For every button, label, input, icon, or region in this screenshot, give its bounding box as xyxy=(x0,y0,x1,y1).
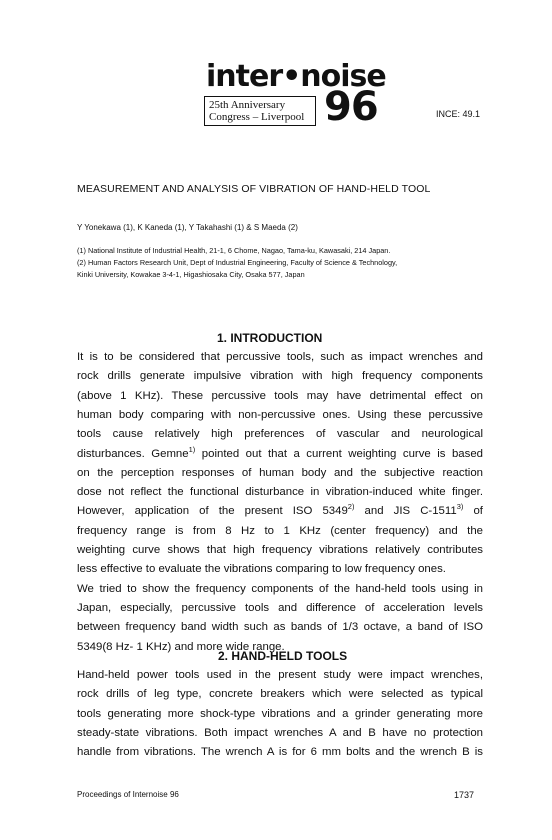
body-text-line: disturbances. Gemne$^{1)}$ pointed out that a current weighting curve is based xyxy=(77,444,483,460)
body-text-line: on the perception responses of human body and the subjective reaction xyxy=(77,466,483,479)
reference-superscript: 2) xyxy=(347,502,355,512)
body-text-line: rock drills of leg type, concrete breakers which were selected as typical xyxy=(77,688,483,701)
logo-box-line2: Congress – Liverpool xyxy=(209,111,305,123)
conference-logo xyxy=(200,59,386,132)
body-text-line: handle from vibrations. The wrench A is for 6 mm bolts and the wrench B is xyxy=(77,746,483,759)
body-text-line: tools cause relatively high preferences of vascular and neurological xyxy=(77,428,483,441)
logo-anniversary-box xyxy=(204,96,316,126)
affiliation-2-cont: Kinki University, Kowakae 3-4-1, Higashiosaka City, Osaka 577, Japan xyxy=(77,270,305,279)
body-text-line: human body comparing with non-percussive ones. Using these percussive xyxy=(77,408,483,421)
affiliation-2: (2) Human Factors Research Unit, Dept of Industrial Engineering, Faculty of Science & Technology, xyxy=(77,258,398,267)
body-text-line: steady-state vibrations. Both impact wrenches A and B have no protection xyxy=(77,726,483,739)
body-text-line: Hand-held power tools used in the present study were impact wrenches, xyxy=(77,669,483,681)
body-text-line: rock drills generate impulsive vibration with high frequency components xyxy=(77,370,483,383)
reference-superscript: 3) xyxy=(456,502,464,512)
affiliation-1: (1) National Institute of Industrial Health, 21-1, 6 Chome, Nagao, Tama-ku, Kawasaki, 214 Japan. xyxy=(77,246,391,255)
body-text-line: less effective to evaluate the vibrations comparing to low frequency ones. xyxy=(77,563,446,576)
body-text-line: weighting curve shows that high frequency vibrations relatively contributes xyxy=(77,544,483,556)
body-text-line: frequency range is from 8 Hz to 1 KHz (center frequency) and the xyxy=(77,524,483,537)
body-text-line: between frequency band width such as bands of 1/3 octave, a band of ISO xyxy=(77,621,483,634)
reference-superscript: 1) xyxy=(188,444,196,454)
author-list: Y Yonekawa (1), K Kaneda (1), Y Takahashi (1) & S Maeda (2) xyxy=(77,223,298,232)
section-heading-introduction: 1. INTRODUCTION xyxy=(217,331,323,345)
body-text-line: It is to be considered that percussive tools, such as impact wrenches and xyxy=(77,351,483,363)
body-text-line: 5349(8 Hz- 1 KHz) and more wide range. xyxy=(77,640,285,653)
body-text-line: However, application of the present ISO 5349$^{2)}$ and JIS C-1511$^{3)}$ of xyxy=(77,502,483,518)
body-text-line: (above 1 KHz). These percussive tools may have detrimental effect on xyxy=(77,389,483,402)
footer-proceedings: Proceedings of Internoise 96 xyxy=(77,790,179,799)
section-heading-hand-held-tools: 2. HAND-HELD TOOLS xyxy=(218,649,348,663)
body-text-line: tools generating more shock-type vibrations and a grinder generating more xyxy=(77,707,483,720)
ince-code: INCE: 49.1 xyxy=(436,109,481,119)
page-number: 1737 xyxy=(454,790,475,800)
body-text-line: We tried to show the frequency components of the hand-held tools using in xyxy=(77,582,483,595)
logo-year-number: 96 xyxy=(324,84,378,130)
body-text-line: Japan, especially, percussive tools and difference of acceleration levels xyxy=(77,601,483,614)
logo-box-line1: 25th Anniversary xyxy=(209,99,286,111)
logo-wordmark: inter•noise xyxy=(206,59,386,94)
paper-title: MEASUREMENT AND ANALYSIS OF VIBRATION OF HAND-HELD TOOL xyxy=(77,183,431,195)
body-text-line: dose not reflect the functional disturbance in vibration-induced white finger. xyxy=(77,486,483,499)
